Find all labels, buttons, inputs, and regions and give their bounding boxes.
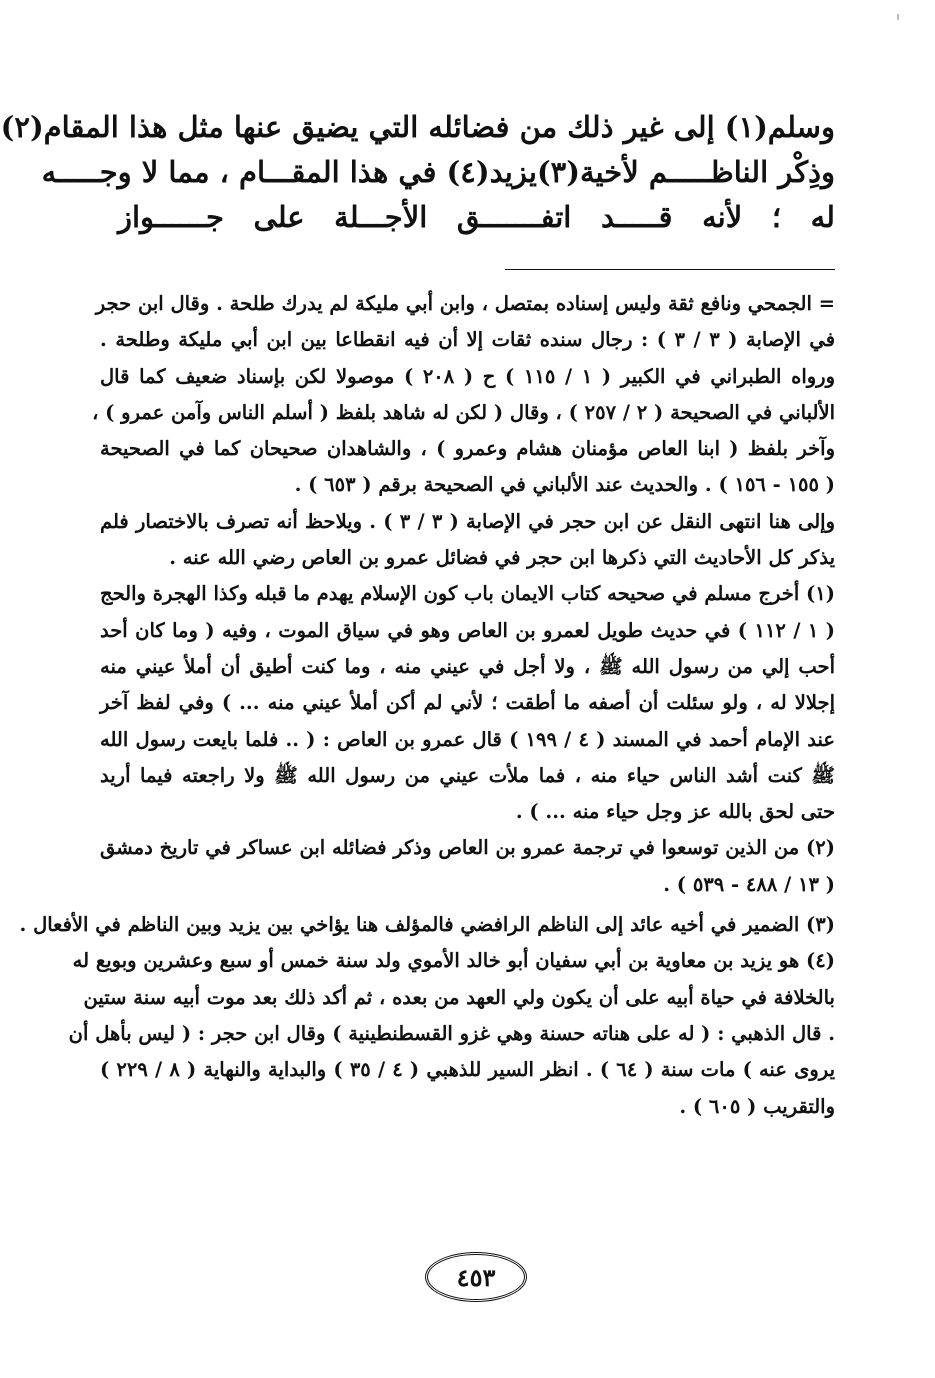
footnote-line: يذكر كل الأحاديث التي ذكرها ابن حجر في فضائل عمرو بن العاص رضي الله عنه . (169, 546, 835, 570)
main-text (0, 105, 835, 240)
footnote-line: في الإصابة ( ٣ / ٣ ) : رجال سنده ثقات إلا أن فيه انقطاعا بين ابن أبي مليكة وطلحة . (100, 328, 836, 352)
main-line: وسلم(١) إلى غير ذلك من فضائله التي يضيق عنها مثل هذا المقام(٢) (0, 110, 835, 144)
footnote-line: (١) أخرج مسلم في صحيحه كتاب الايمان باب كون الإسلام يهدم ما قبله وكذا الهجرة والحج (100, 582, 835, 606)
footnote-line: . قال الذهبي : ( له على هناته حسنة وهي غزو القسطنطينية ) وقال ابن حجر : ( ليس بأهل أن (68, 1021, 835, 1045)
footnote-line: بالخلافة في حياة أبيه على أن يكون ولي العهد من بعده ، ثم أكد ذلك بعد موت أبيه سنة ستين (83, 985, 835, 1009)
footnote-line: ( ١ / ١١٢ ) في حديث طويل لعمرو بن العاص وهو في سياق الموت ، وفيه ( وما كان أحد (100, 618, 836, 642)
page-number: ٤٥٣ (425, 1252, 527, 1302)
footnote-line: الألباني في الصحيحة ( ٢ / ٢٥٧ ) ، وقال ( لكن له شاهد بلفظ ( أسلم الناس وآمن عمرو ) ، (92, 400, 835, 424)
footnote-line: = الجمحي ونافع ثقة وليس إسناده بمتصل ، وابن أبي مليكة لم يدرك طلحة . وقال ابن حجر (95, 292, 835, 315)
footnote-line: وإلى هنا انتهى النقل عن ابن حجر في الإصابة ( ٣ / ٣ ) . ويلاحظ أنه تصرف بالاختصار فلم (100, 509, 835, 533)
footnote-line: يروى عنه ) مات سنة ( ٦٤ ) . انظر السير للذهبي ( ٤ / ٣٥ ) والبداية والنهاية ( ٨ / ٢٢٩ ) (100, 1058, 835, 1082)
footnote-line: حتى لحق بالله عز وجل حياء منه ... ) . (515, 800, 835, 824)
footnote-line: عند الإمام أحمد في المسند ( ٤ / ١٩٩ ) قال عمرو بن العاص : ( .. فلما بايعت رسول الله (100, 727, 835, 751)
footnote-line: (٤) هو يزيد بن معاوية بن أبي سفيان أبو خالد الأموي ولد سنة خمس أو سبع وعشرين وبويع له (72, 949, 835, 973)
main-line: له ؛ لأنه قـــــد اتفـــــــق الأجـــلة على جــــــواز (118, 200, 835, 234)
footnote-separator (505, 269, 835, 270)
main-line: وذِكْر الناظـــــم لأخية(٣)يزيد(٤) في هذا المقـــام ، مما لا وجـــــه (41, 155, 835, 189)
footnote-line: وآخر بلفظ ( ابنا العاص مؤمنان هشام وعمرو ) ، والشاهدان صحيحان كما في الصحيحة (100, 437, 835, 461)
footnote-line: والتقريب ( ٦٠٥ ) . (679, 1094, 835, 1118)
footnote-line: ﷺ كنت أشد الناس حياء منه ، فما ملأت عيني من رسول الله ﷺ ولا راجعته فيما أريد (100, 763, 835, 787)
footnote-line: ( ١٣ / ٤٨٨ - ٥٣٩ ) . (663, 872, 835, 896)
footnote-line: إجلالا له ، ولو سئلت أن أصفه ما أطقت ؛ لأني لم أكن أملأ عيني منه ... ) وفي لفظ آخر (100, 691, 835, 715)
footnote-line: ورواه الطبراني في الكبير ( ١ / ١١٥ ) ح ( ٢٠٨ ) موصولا لكن بإسناد ضعيف كما قال (100, 364, 835, 388)
footnote-line: (٣) الضمير في أخيه عائد إلى الناظم الرافضي فالمؤلف هنا يؤاخي بين يزيد وبين الناظم في الأفعال . (19, 913, 835, 937)
scan-mark (897, 14, 899, 20)
footnote-line: (٢) من الذين توسعوا في ترجمة عمرو بن العاص وذكر فضائله ابن عساكر في تاريخ دمشق (100, 836, 835, 860)
footnotes (19, 286, 836, 1125)
footnote-line: أحب إلي من رسول الله ﷺ ، ولا أجل في عيني منه ، وما كنت أطيق أن أملأ عيني منه (100, 654, 835, 678)
footnote-line: ( ١٥٥ - ١٥٦ ) . والحديث عند الألباني في الصحيحة برقم ( ٦٥٣ ) . (294, 473, 835, 497)
